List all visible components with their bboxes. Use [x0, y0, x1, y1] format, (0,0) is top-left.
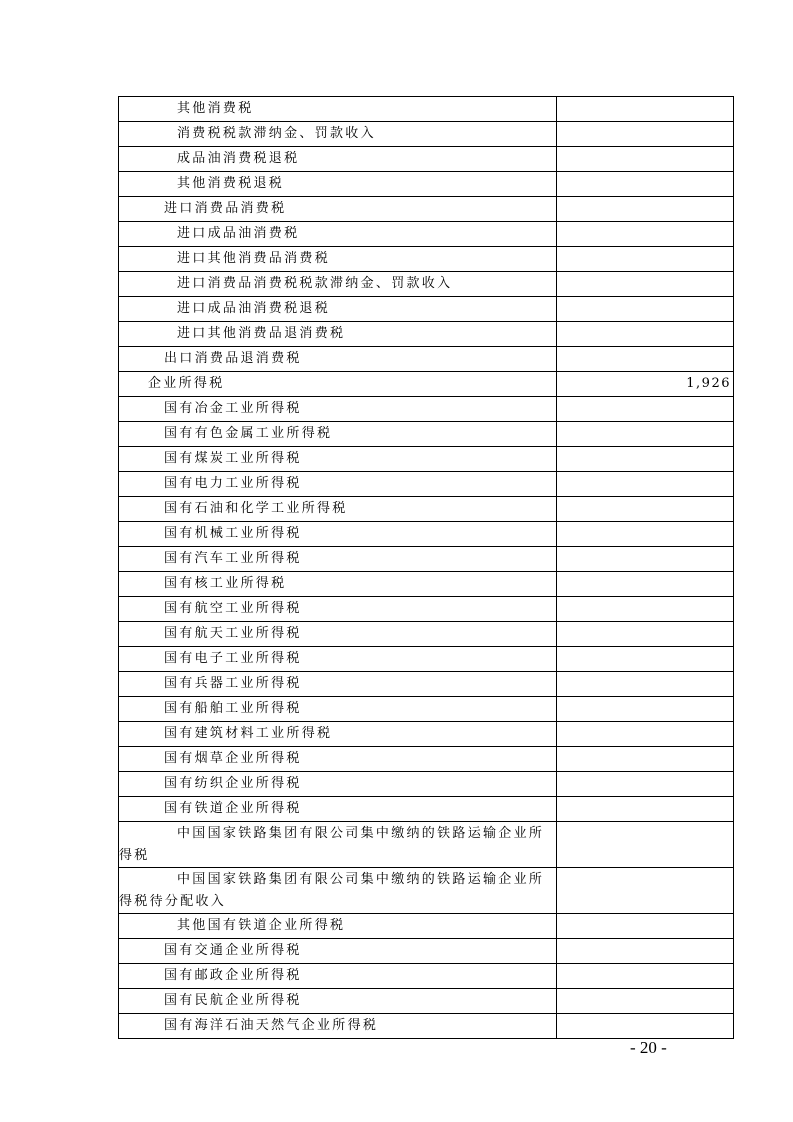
item-value-cell — [557, 622, 734, 647]
table-row — [119, 447, 734, 472]
item-value-cell — [557, 1014, 734, 1039]
item-value-cell — [557, 147, 734, 172]
item-value-cell — [557, 222, 734, 247]
table-row — [119, 472, 734, 497]
item-name-cell: 中国国家铁路集团有限公司集中缴纳的铁路运输企业所得税待分配收入 — [119, 868, 557, 914]
table-row — [119, 797, 734, 822]
item-name-cell: 企业所得税 — [119, 372, 557, 397]
table-row — [119, 989, 734, 1014]
item-name-cell: 国有机械工业所得税 — [119, 522, 557, 547]
item-name-cell: 其他国有铁道企业所得税 — [119, 914, 557, 939]
revenue-table — [118, 96, 734, 1039]
item-value-cell — [557, 597, 734, 622]
item-name-cell: 成品油消费税退税 — [119, 147, 557, 172]
item-name-cell: 中国国家铁路集团有限公司集中缴纳的铁路运输企业所得税 — [119, 822, 557, 868]
item-value-cell — [557, 472, 734, 497]
item-name-cell: 国有电子工业所得税 — [119, 647, 557, 672]
table-row — [119, 497, 734, 522]
table-row — [119, 722, 734, 747]
item-value-cell — [557, 822, 734, 868]
item-name-cell: 国有船舶工业所得税 — [119, 697, 557, 722]
item-value-cell — [557, 497, 734, 522]
table-row — [119, 939, 734, 964]
item-value-cell — [557, 964, 734, 989]
item-name-cell: 进口消费品消费税税款滞纳金、罚款收入 — [119, 272, 557, 297]
item-value-cell — [557, 197, 734, 222]
item-value-cell — [557, 522, 734, 547]
table-row — [119, 522, 734, 547]
table-row — [119, 822, 734, 868]
table-row — [119, 914, 734, 939]
item-value-cell — [557, 297, 734, 322]
table-row — [119, 1014, 734, 1039]
item-value-cell — [557, 172, 734, 197]
table-row — [119, 172, 734, 197]
item-name-cell: 其他消费税退税 — [119, 172, 557, 197]
item-name-cell: 消费税税款滞纳金、罚款收入 — [119, 122, 557, 147]
item-value-cell — [557, 347, 734, 372]
table-row — [119, 597, 734, 622]
item-name-cell: 国有有色金属工业所得税 — [119, 422, 557, 447]
item-value-cell — [557, 422, 734, 447]
table-row — [119, 572, 734, 597]
item-name-cell: 国有烟草企业所得税 — [119, 747, 557, 772]
table-row — [119, 97, 734, 122]
item-name-cell: 国有交通企业所得税 — [119, 939, 557, 964]
item-name-cell: 进口其他消费品消费税 — [119, 247, 557, 272]
item-name-cell: 国有航天工业所得税 — [119, 622, 557, 647]
table-row — [119, 322, 734, 347]
item-value-cell — [557, 672, 734, 697]
item-name-cell: 国有汽车工业所得税 — [119, 547, 557, 572]
item-name-cell: 国有兵器工业所得税 — [119, 672, 557, 697]
item-name-cell: 国有铁道企业所得税 — [119, 797, 557, 822]
item-name-cell: 进口成品油消费税 — [119, 222, 557, 247]
item-value-cell — [557, 697, 734, 722]
table-row — [119, 647, 734, 672]
item-name-cell: 国有核工业所得税 — [119, 572, 557, 597]
table-row — [119, 147, 734, 172]
table-row — [119, 297, 734, 322]
table-row — [119, 272, 734, 297]
table-row — [119, 547, 734, 572]
item-name-cell: 进口消费品消费税 — [119, 197, 557, 222]
item-value-cell — [557, 989, 734, 1014]
item-name-cell: 进口其他消费品退消费税 — [119, 322, 557, 347]
table-row — [119, 672, 734, 697]
item-name-cell: 国有建筑材料工业所得税 — [119, 722, 557, 747]
page-number: - 20 - — [630, 1038, 667, 1057]
item-value-cell — [557, 247, 734, 272]
item-name-cell: 国有煤炭工业所得税 — [119, 447, 557, 472]
item-value-cell — [557, 797, 734, 822]
item-name-cell: 国有民航企业所得税 — [119, 989, 557, 1014]
item-value-cell — [557, 547, 734, 572]
item-value-cell — [557, 772, 734, 797]
item-value-cell — [557, 397, 734, 422]
table-row — [119, 397, 734, 422]
item-value-cell — [557, 939, 734, 964]
table-row — [119, 422, 734, 447]
item-name-cell: 国有海洋石油天然气企业所得税 — [119, 1014, 557, 1039]
table-row — [119, 964, 734, 989]
item-value-cell — [557, 122, 734, 147]
table-row — [119, 772, 734, 797]
revenue-table-body — [119, 97, 734, 1039]
item-value-cell — [557, 647, 734, 672]
table-row — [119, 222, 734, 247]
item-value-cell — [557, 722, 734, 747]
table-row — [119, 747, 734, 772]
item-value-cell — [557, 914, 734, 939]
table-row — [119, 697, 734, 722]
item-name-cell: 国有邮政企业所得税 — [119, 964, 557, 989]
item-value-cell — [557, 572, 734, 597]
item-value-cell — [557, 447, 734, 472]
item-value-cell — [557, 272, 734, 297]
table-row — [119, 247, 734, 272]
item-name-cell: 其他消费税 — [119, 97, 557, 122]
item-value-cell — [557, 868, 734, 914]
item-name-cell: 国有纺织企业所得税 — [119, 772, 557, 797]
item-value-cell — [557, 747, 734, 772]
item-value-cell — [557, 97, 734, 122]
table-row — [119, 197, 734, 222]
item-value-cell — [557, 322, 734, 347]
item-name-cell: 进口成品油消费税退税 — [119, 297, 557, 322]
item-name-cell: 国有石油和化学工业所得税 — [119, 497, 557, 522]
table-row — [119, 347, 734, 372]
item-name-cell: 国有电力工业所得税 — [119, 472, 557, 497]
table-row — [119, 122, 734, 147]
table-row — [119, 372, 734, 397]
table-row — [119, 868, 734, 914]
item-value-cell: 1,926 — [557, 372, 734, 397]
item-name-cell: 国有航空工业所得税 — [119, 597, 557, 622]
item-name-cell: 出口消费品退消费税 — [119, 347, 557, 372]
table-row — [119, 622, 734, 647]
item-name-cell: 国有冶金工业所得税 — [119, 397, 557, 422]
